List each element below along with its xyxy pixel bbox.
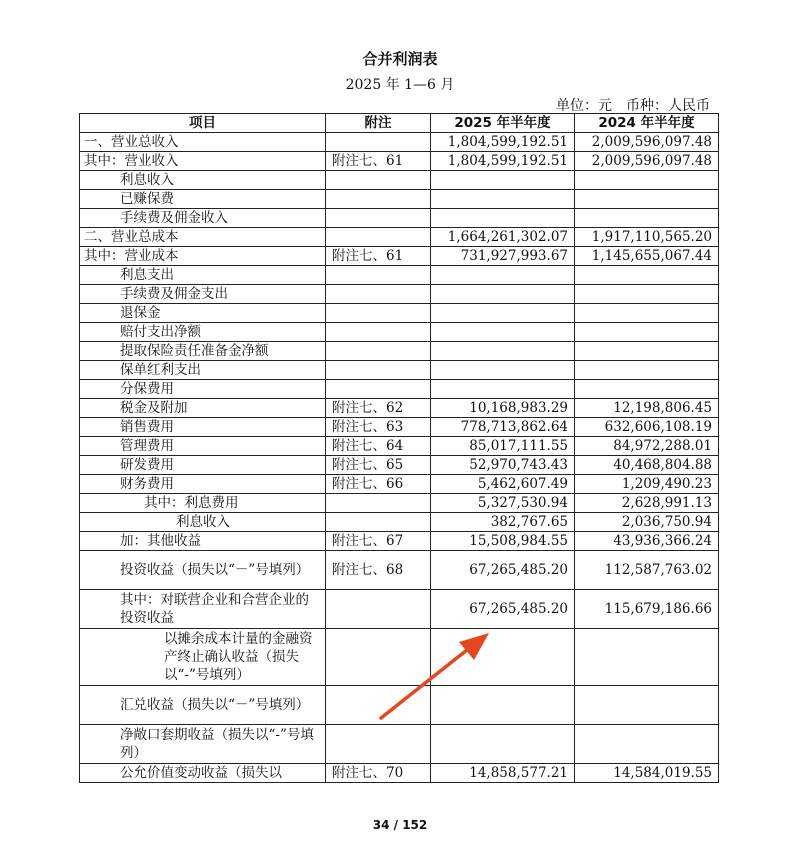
- row-item-cell: 研发费用: [80, 456, 326, 475]
- table-row: [80, 764, 719, 783]
- header-2025: 2025 年半年度: [431, 114, 575, 133]
- table-row: [80, 590, 719, 629]
- row-2024-cell: 12,198,806.45: [575, 399, 719, 418]
- table-row: [80, 342, 719, 361]
- table-row: [80, 456, 719, 475]
- row-2024-cell: [575, 686, 719, 725]
- row-note-cell: [326, 361, 431, 380]
- row-2024-cell: [575, 285, 719, 304]
- table-row: [80, 285, 719, 304]
- row-2025-cell: 67,265,485.20: [431, 590, 575, 629]
- row-item-cell: 其中：营业成本: [80, 247, 326, 266]
- row-note-cell: [326, 285, 431, 304]
- row-note-cell: [326, 133, 431, 152]
- row-item-cell: 已赚保费: [80, 190, 326, 209]
- row-note-cell: [326, 190, 431, 209]
- header-note: 附注: [326, 114, 431, 133]
- row-item-cell: 财务费用: [80, 475, 326, 494]
- row-2025-cell: [431, 266, 575, 285]
- row-note-cell: [326, 590, 431, 629]
- table-row: [80, 133, 719, 152]
- row-2025-cell: [431, 725, 575, 764]
- table-row: [80, 323, 719, 342]
- row-2024-cell: [575, 380, 719, 399]
- row-2025-cell: [431, 342, 575, 361]
- row-2025-cell: [431, 209, 575, 228]
- row-2024-cell: 1,209,490.23: [575, 475, 719, 494]
- statement-title: 合并利润表: [362, 50, 438, 68]
- row-item-cell: 手续费及佣金收入: [80, 209, 326, 228]
- row-item-cell: 销售费用: [80, 418, 326, 437]
- row-2024-cell: [575, 342, 719, 361]
- row-item-cell: 其中：利息费用: [80, 494, 326, 513]
- row-2025-cell: [431, 361, 575, 380]
- row-note-cell: [326, 686, 431, 725]
- table-row: [80, 629, 719, 686]
- row-2024-cell: [575, 209, 719, 228]
- table-row: [80, 686, 719, 725]
- table-row: [80, 475, 719, 494]
- table-row: [80, 725, 719, 764]
- row-note-cell: 附注七、61: [326, 152, 431, 171]
- row-2024-cell: [575, 361, 719, 380]
- row-item-cell: 加：其他收益: [80, 532, 326, 551]
- row-item-cell: 一、营业总收入: [80, 133, 326, 152]
- row-note-cell: [326, 380, 431, 399]
- table-row: [80, 399, 719, 418]
- row-2025-cell: 15,508,984.55: [431, 532, 575, 551]
- row-note-cell: 附注七、67: [326, 532, 431, 551]
- row-2024-cell: 632,606,108.19: [575, 418, 719, 437]
- row-item-cell: 利息支出: [80, 266, 326, 285]
- table-row: [80, 380, 719, 399]
- table-row: [80, 247, 719, 266]
- row-2025-cell: [431, 190, 575, 209]
- table-row: [80, 304, 719, 323]
- row-note-cell: [326, 513, 431, 532]
- row-2025-cell: 14,858,577.21: [431, 764, 575, 783]
- row-2024-cell: 14,584,019.55: [575, 764, 719, 783]
- row-item-cell: 利息收入: [80, 171, 326, 190]
- row-2024-cell: [575, 171, 719, 190]
- row-2024-cell: [575, 190, 719, 209]
- table-header-row: [80, 114, 719, 133]
- row-2024-cell: 2,009,596,097.48: [575, 152, 719, 171]
- table-row: [80, 532, 719, 551]
- row-2024-cell: 115,679,186.66: [575, 590, 719, 629]
- table-row: [80, 266, 719, 285]
- row-2024-cell: 2,036,750.94: [575, 513, 719, 532]
- page-number: 34 / 152: [372, 818, 428, 832]
- row-item-cell: 其中：营业收入: [80, 152, 326, 171]
- row-2025-cell: [431, 629, 575, 686]
- row-note-cell: 附注七、66: [326, 475, 431, 494]
- table-row: [80, 209, 719, 228]
- row-note-cell: [326, 228, 431, 247]
- currency-unit: 单位：元 币种：人民币: [556, 98, 710, 114]
- row-item-cell: 利息收入: [80, 513, 326, 532]
- row-2024-cell: [575, 725, 719, 764]
- row-2024-cell: 112,587,763.02: [575, 551, 719, 590]
- row-item-cell: 提取保险责任准备金净额: [80, 342, 326, 361]
- row-2024-cell: [575, 629, 719, 686]
- row-note-cell: 附注七、70: [326, 764, 431, 783]
- table-row: [80, 437, 719, 456]
- row-2025-cell: [431, 380, 575, 399]
- row-item-cell: 汇兑收益（损失以“－”号填列）: [80, 686, 326, 725]
- table-row: [80, 228, 719, 247]
- table-row: [80, 513, 719, 532]
- table-row: [80, 361, 719, 380]
- table-row: [80, 171, 719, 190]
- row-note-cell: 附注七、63: [326, 418, 431, 437]
- row-2024-cell: [575, 266, 719, 285]
- header-item: 项目: [80, 114, 326, 133]
- row-2025-cell: [431, 171, 575, 190]
- row-item-cell: 投资收益（损失以“－”号填列）: [80, 551, 326, 590]
- row-2025-cell: [431, 285, 575, 304]
- row-2025-cell: 731,927,993.67: [431, 247, 575, 266]
- row-item-cell: 管理费用: [80, 437, 326, 456]
- row-2025-cell: 1,664,261,302.07: [431, 228, 575, 247]
- row-note-cell: [326, 629, 431, 686]
- row-2024-cell: [575, 323, 719, 342]
- row-2024-cell: 2,628,991.13: [575, 494, 719, 513]
- row-2025-cell: 67,265,485.20: [431, 551, 575, 590]
- row-2025-cell: [431, 323, 575, 342]
- row-2025-cell: 778,713,862.64: [431, 418, 575, 437]
- table-row: [80, 418, 719, 437]
- row-2025-cell: [431, 304, 575, 323]
- row-item-cell: 其中：对联营企业和合营企业的投资收益: [80, 590, 326, 629]
- row-item-cell: 手续费及佣金支出: [80, 285, 326, 304]
- row-item-cell: 公允价值变动收益（损失以: [80, 764, 326, 783]
- row-item-cell: 以摊余成本计量的金融资产终止确认收益（损失以“-”号填列）: [80, 629, 326, 686]
- row-2025-cell: 52,970,743.43: [431, 456, 575, 475]
- row-2025-cell: 1,804,599,192.51: [431, 152, 575, 171]
- row-note-cell: 附注七、68: [326, 551, 431, 590]
- table-row: [80, 152, 719, 171]
- row-2024-cell: [575, 304, 719, 323]
- table-row: [80, 551, 719, 590]
- row-item-cell: 保单红利支出: [80, 361, 326, 380]
- row-item-cell: 退保金: [80, 304, 326, 323]
- row-note-cell: [326, 304, 431, 323]
- row-2025-cell: 5,462,607.49: [431, 475, 575, 494]
- row-note-cell: [326, 323, 431, 342]
- row-note-cell: [326, 494, 431, 513]
- row-2025-cell: 1,804,599,192.51: [431, 133, 575, 152]
- row-2025-cell: 5,327,530.94: [431, 494, 575, 513]
- row-item-cell: 分保费用: [80, 380, 326, 399]
- row-2025-cell: 382,767.65: [431, 513, 575, 532]
- row-2024-cell: 40,468,804.88: [575, 456, 719, 475]
- row-note-cell: [326, 266, 431, 285]
- row-item-cell: 赔付支出净额: [80, 323, 326, 342]
- income-statement-table: [79, 113, 719, 783]
- row-note-cell: 附注七、64: [326, 437, 431, 456]
- row-note-cell: [326, 171, 431, 190]
- row-note-cell: [326, 209, 431, 228]
- row-note-cell: 附注七、62: [326, 399, 431, 418]
- row-note-cell: [326, 342, 431, 361]
- row-2024-cell: 43,936,366.24: [575, 532, 719, 551]
- table-row: [80, 494, 719, 513]
- row-2024-cell: 1,917,110,565.20: [575, 228, 719, 247]
- row-note-cell: 附注七、65: [326, 456, 431, 475]
- table-row: [80, 190, 719, 209]
- row-2025-cell: 10,168,983.29: [431, 399, 575, 418]
- row-2024-cell: 84,972,288.01: [575, 437, 719, 456]
- row-item-cell: 税金及附加: [80, 399, 326, 418]
- header-2024: 2024 年半年度: [575, 114, 719, 133]
- statement-period: 2025 年 1—6 月: [345, 77, 455, 93]
- row-item-cell: 净敞口套期收益（损失以“-”号填列）: [80, 725, 326, 764]
- row-item-cell: 二、营业总成本: [80, 228, 326, 247]
- row-2024-cell: 2,009,596,097.48: [575, 133, 719, 152]
- row-2025-cell: [431, 686, 575, 725]
- row-note-cell: 附注七、61: [326, 247, 431, 266]
- row-2024-cell: 1,145,655,067.44: [575, 247, 719, 266]
- row-2025-cell: 85,017,111.55: [431, 437, 575, 456]
- row-note-cell: [326, 725, 431, 764]
